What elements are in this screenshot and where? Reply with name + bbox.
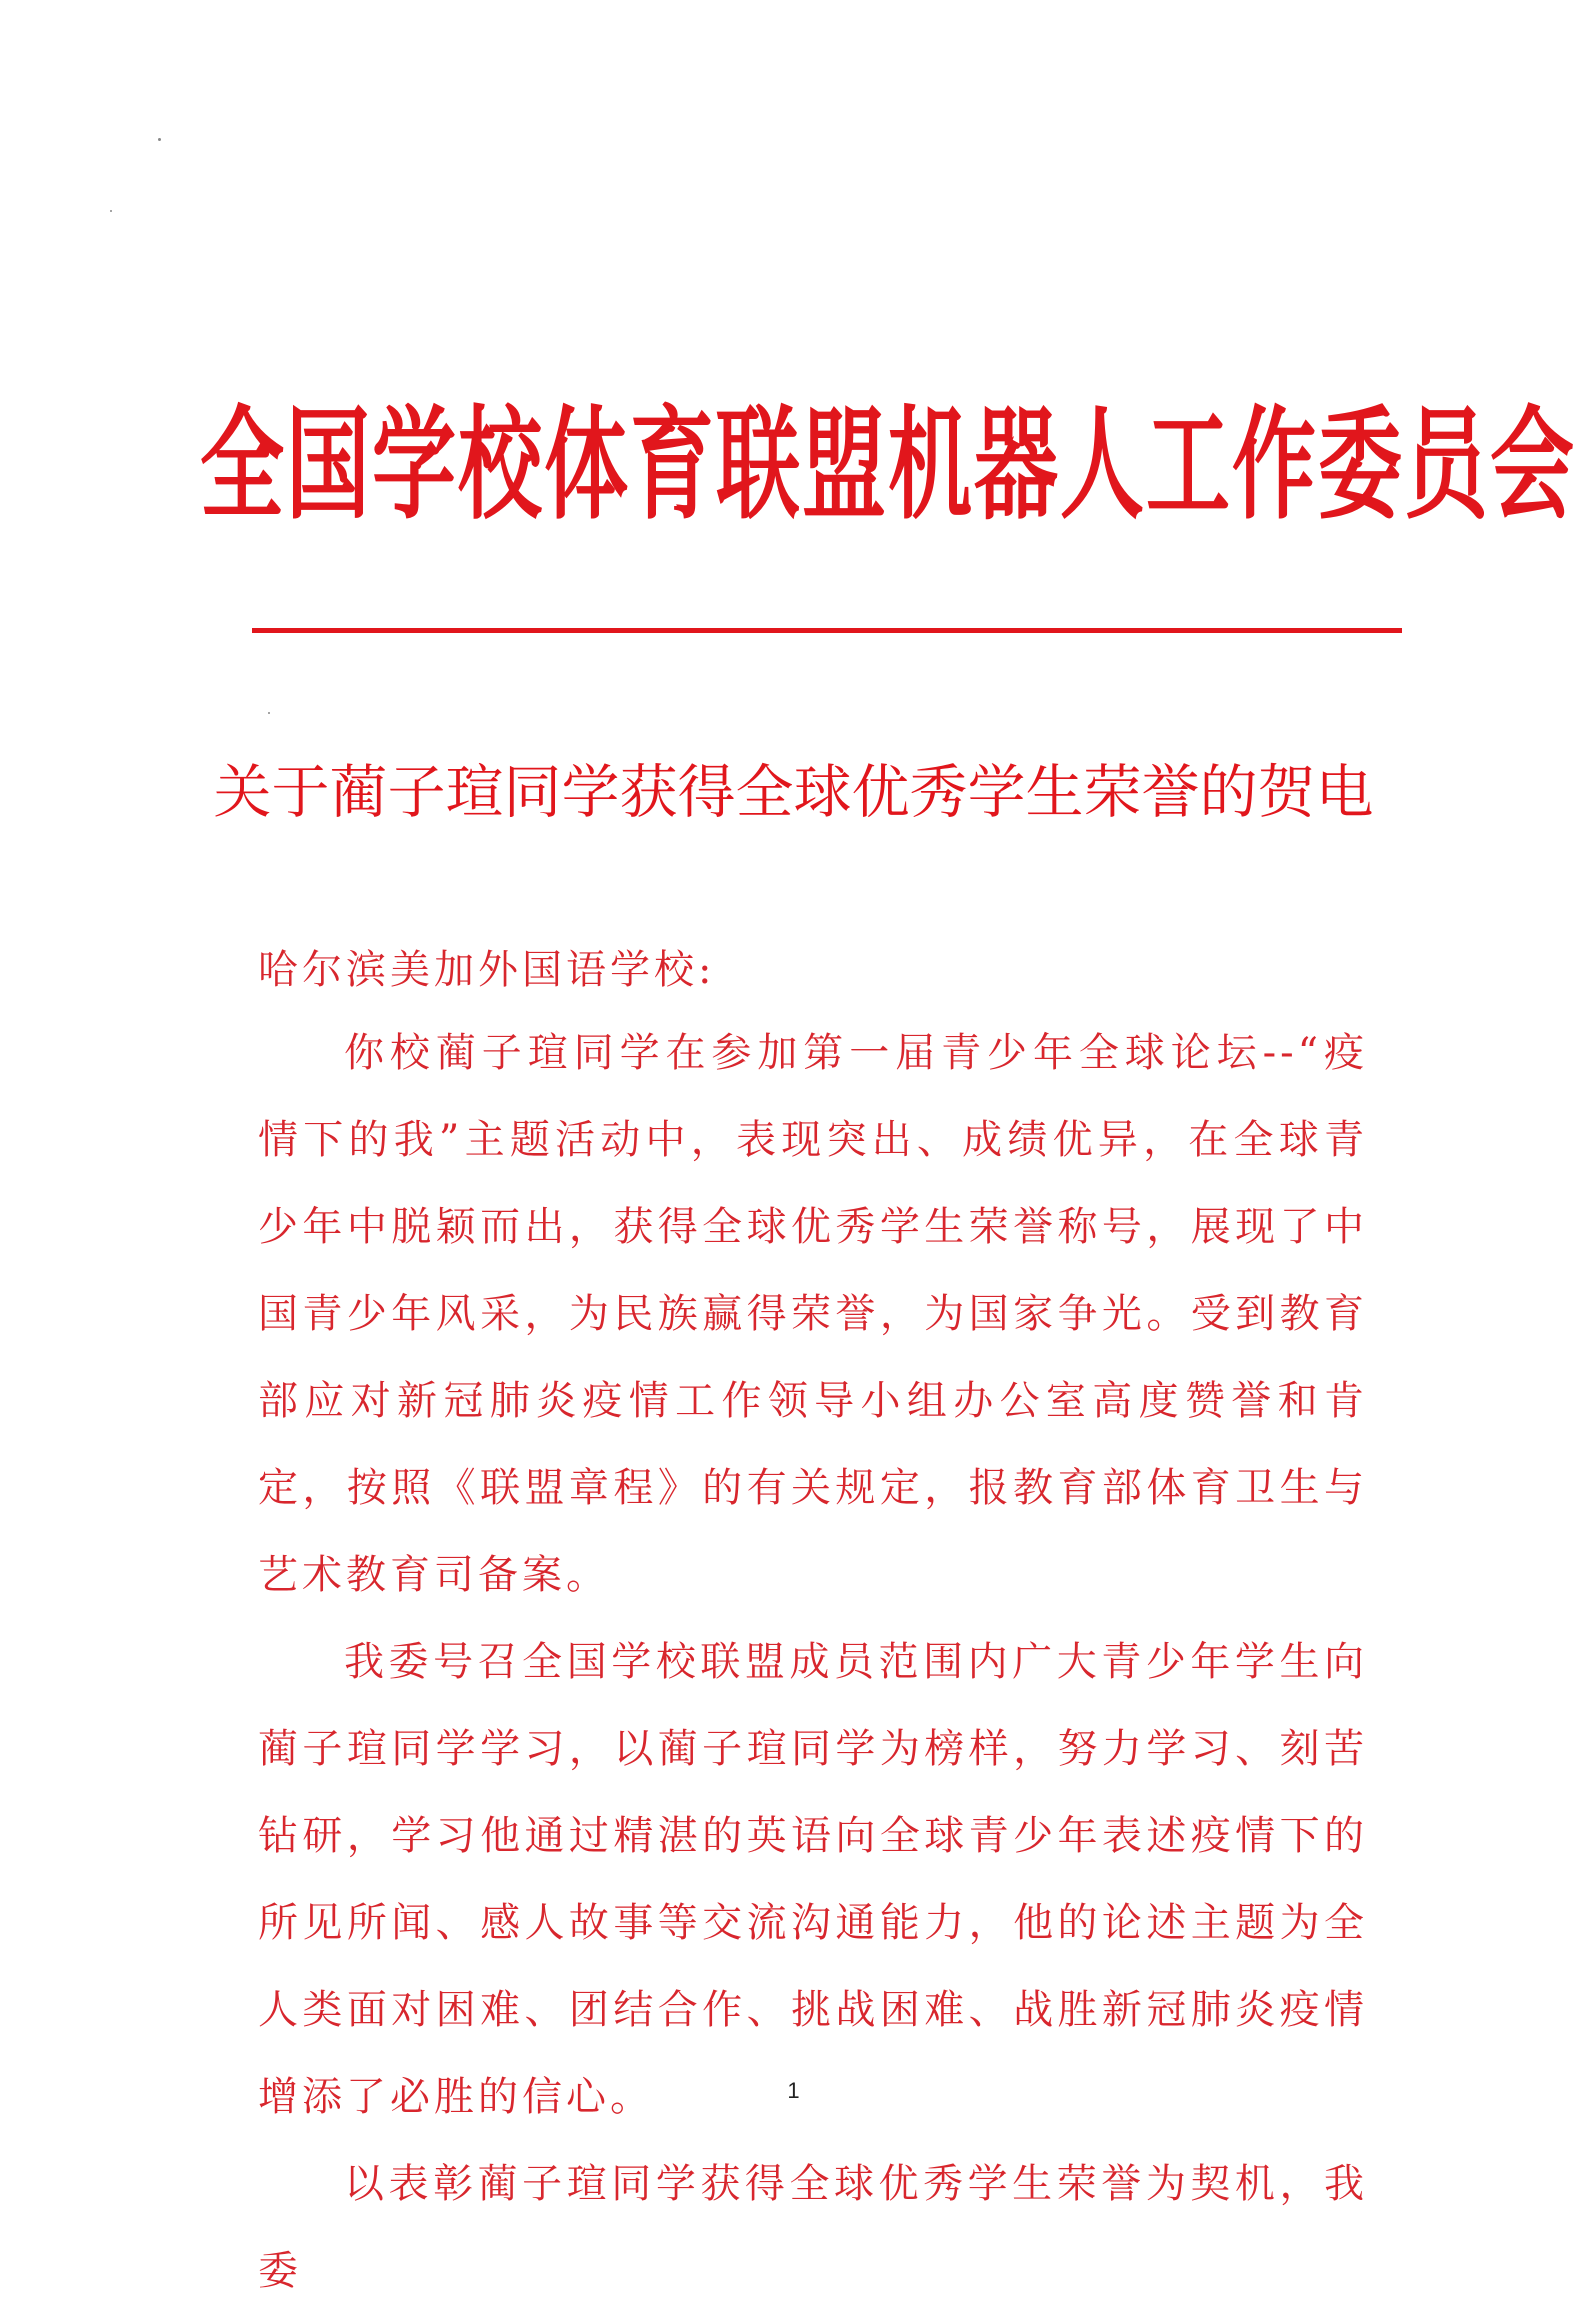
salutation: 哈尔滨美加外国语学校: xyxy=(258,947,716,993)
scan-speck xyxy=(158,138,161,141)
body-paragraph-3: 以表彰蔺子瑄同学获得全球优秀学生荣誉为契机，我委 xyxy=(258,2161,1368,2294)
body-paragraph-1: 你校蔺子瑄同学在参加第一届青少年全球论坛--“疫情下的我”主题活动中，表现突出、成绩优异，在全球青少年中脱颖而出，获得全球优秀学生荣誉称号，展现了中国青少年风采，为民族赢得荣誉，为国家争光。受到教育部应对新冠肺炎疫情工作领导小组办公室高度赞誉和肯定，按照《联盟章程》的有关规定，报教育部体育卫生与艺术教育司备案。 xyxy=(258,1030,1368,1598)
page-number: 1 xyxy=(787,2078,800,2103)
scan-speck xyxy=(268,712,270,714)
letterhead-organization: 全国学校体育联盟机器人工作委员会 xyxy=(200,393,1577,537)
letterhead-divider xyxy=(252,628,1402,633)
document-body xyxy=(258,1010,1368,2315)
document-title: 关于蔺子瑄同学获得全球优秀学生荣誉的贺电 xyxy=(213,758,1374,826)
body-paragraph-2: 我委号召全国学校联盟成员范围内广大青少年学生向蔺子瑄同学学习，以蔺子瑄同学为榜样，努力学习、刻苦钻研，学习他通过精湛的英语向全球青少年表述疫情下的所见所闻、感人故事等交流沟通能力，他的论述主题为全人类面对困难、团结合作、挑战困难、战胜新冠肺炎疫情增添了必胜的信心。 xyxy=(258,1639,1368,2120)
scan-speck xyxy=(110,210,112,212)
